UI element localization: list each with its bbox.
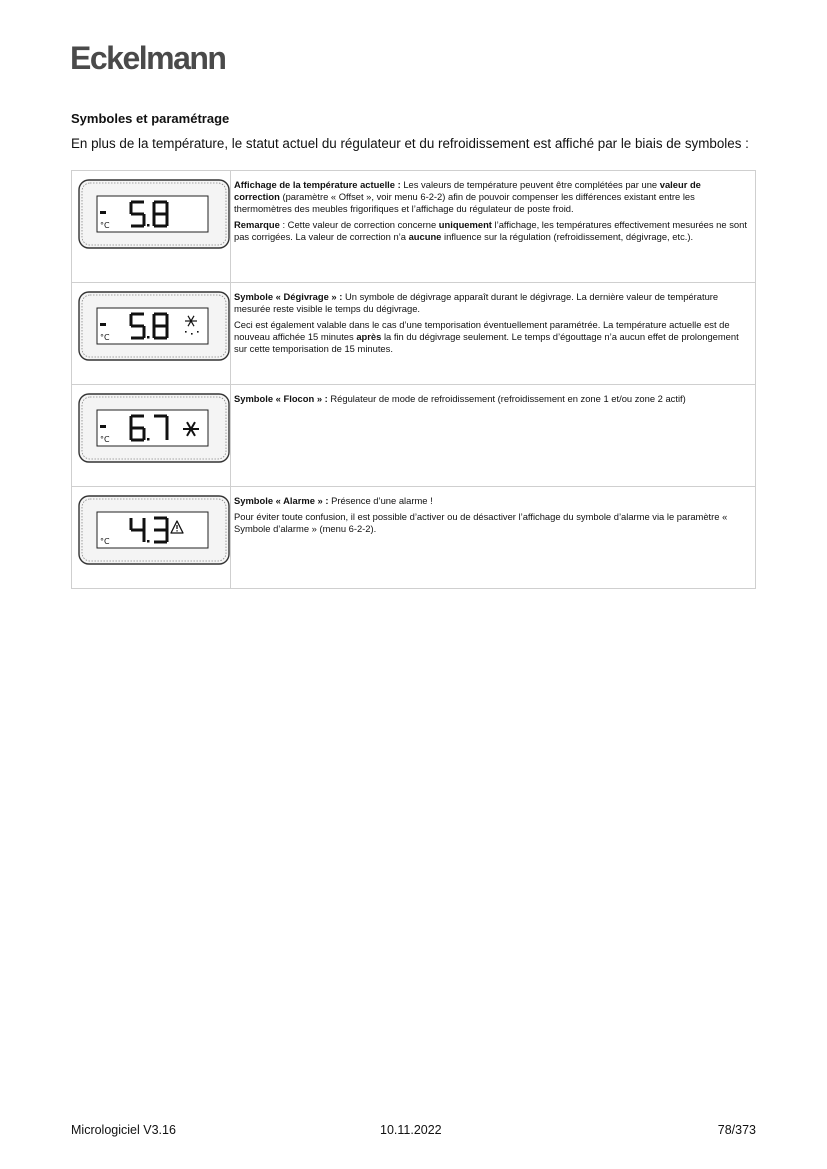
text-run: : Cette valeur de correction concerne <box>279 219 439 230</box>
description-paragraph <box>234 319 749 355</box>
description-paragraph <box>234 291 749 315</box>
bold-text: valeur de correction <box>234 179 701 202</box>
symbols-table <box>71 170 756 589</box>
display-cell <box>72 487 231 589</box>
section-title: Symboles et paramétrage <box>71 111 230 126</box>
display-cell <box>72 283 231 385</box>
decimal-point <box>147 224 150 227</box>
footer-software-version: Micrologiciel V3.16 <box>71 1123 176 1137</box>
unit-label: °C <box>100 221 110 230</box>
table-row <box>72 385 756 487</box>
lcd-display <box>78 495 230 570</box>
display-cell <box>72 171 231 283</box>
minus-sign <box>100 425 106 428</box>
text-run: la fin du dégivrage seulement. Le temps d’égouttage n’a aucun effet de prolongement sur cette temporisation de 15 minutes. <box>234 331 739 354</box>
description-cell <box>231 283 756 385</box>
bold-text: Symbole « Flocon » : <box>234 393 328 404</box>
bold-text: Symbole « Dégivrage » : <box>234 291 343 302</box>
bold-text: aucune <box>408 231 442 242</box>
footer-page-number: 78/373 <box>717 1123 756 1137</box>
decimal-point <box>147 438 150 441</box>
description-paragraph <box>234 179 749 215</box>
lcd-svg <box>78 179 230 249</box>
bold-text: uniquement <box>438 219 492 230</box>
text-run: Un symbole de dégivrage apparaît durant le dégivrage. La dernière valeur de température mesurée reste visible le temps du dégivrage. <box>234 291 719 314</box>
text-run: Régulateur de mode de refroidissement (refroidissement en zone 1 et/ou zone 2 actif) <box>327 393 686 404</box>
description-paragraph <box>234 219 749 243</box>
unit-label: °C <box>100 435 110 444</box>
text-run: (paramètre « Offset », voir menu 6-2-2) afin de pouvoir compenser les différences existant entre les thermomètres des meubles frigorifiques et l’affichage du régulateur de poste froid. <box>234 191 695 214</box>
text-run: Présence d’une alarme ! <box>328 495 433 506</box>
text-run: influence sur la régulation (refroidissement, dégivrage, etc.). <box>441 231 694 242</box>
decimal-point <box>147 336 150 339</box>
lcd-svg <box>78 291 230 361</box>
company-logo: Eckelmann <box>70 40 226 76</box>
description-paragraph <box>234 393 749 405</box>
bold-text: après <box>356 331 382 342</box>
bold-text: Affichage de la température actuelle : <box>234 179 401 190</box>
description-cell <box>231 385 756 487</box>
minus-sign <box>100 323 106 326</box>
description-paragraph <box>234 511 749 535</box>
lcd-screen <box>97 512 208 548</box>
table-row <box>72 283 756 385</box>
lcd-display <box>78 179 230 254</box>
unit-label: °C <box>100 537 110 546</box>
minus-sign <box>100 211 106 214</box>
lcd-display <box>78 393 230 468</box>
footer-date: 10.11.2022 <box>380 1123 442 1137</box>
description-paragraph <box>234 495 749 507</box>
table-row <box>72 171 756 283</box>
description-cell <box>231 487 756 589</box>
bold-text: Remarque <box>234 219 280 230</box>
decimal-point <box>147 540 150 543</box>
text-run: Pour éviter toute confusion, il est possible d’activer ou de désactiver l’affichage du symbole d’alarme via le paramètre « Symbole d’alarme » (menu 6-2-2). <box>234 511 728 534</box>
lcd-svg <box>78 495 230 565</box>
text-run: Ceci est également valable dans le cas d’une temporisation éventuellement paramétrée. La température actuelle est de nouveau affichée 15 minutes <box>234 319 730 342</box>
table-row <box>72 487 756 589</box>
description-cell <box>231 171 756 283</box>
display-cell <box>72 385 231 487</box>
unit-label: °C <box>100 333 110 342</box>
text-run: l’affichage, les températures effectivement mesurées ne sont pas corrigées. La valeur de correction n’a <box>234 219 747 242</box>
lcd-svg <box>78 393 230 463</box>
intro-paragraph: En plus de la température, le statut actuel du régulateur et du refroidissement est affiché par le biais de symboles : <box>71 136 749 151</box>
bold-text: Symbole « Alarme » : <box>234 495 329 506</box>
lcd-display <box>78 291 230 366</box>
text-run: Les valeurs de température peuvent être complétées par une <box>400 179 660 190</box>
